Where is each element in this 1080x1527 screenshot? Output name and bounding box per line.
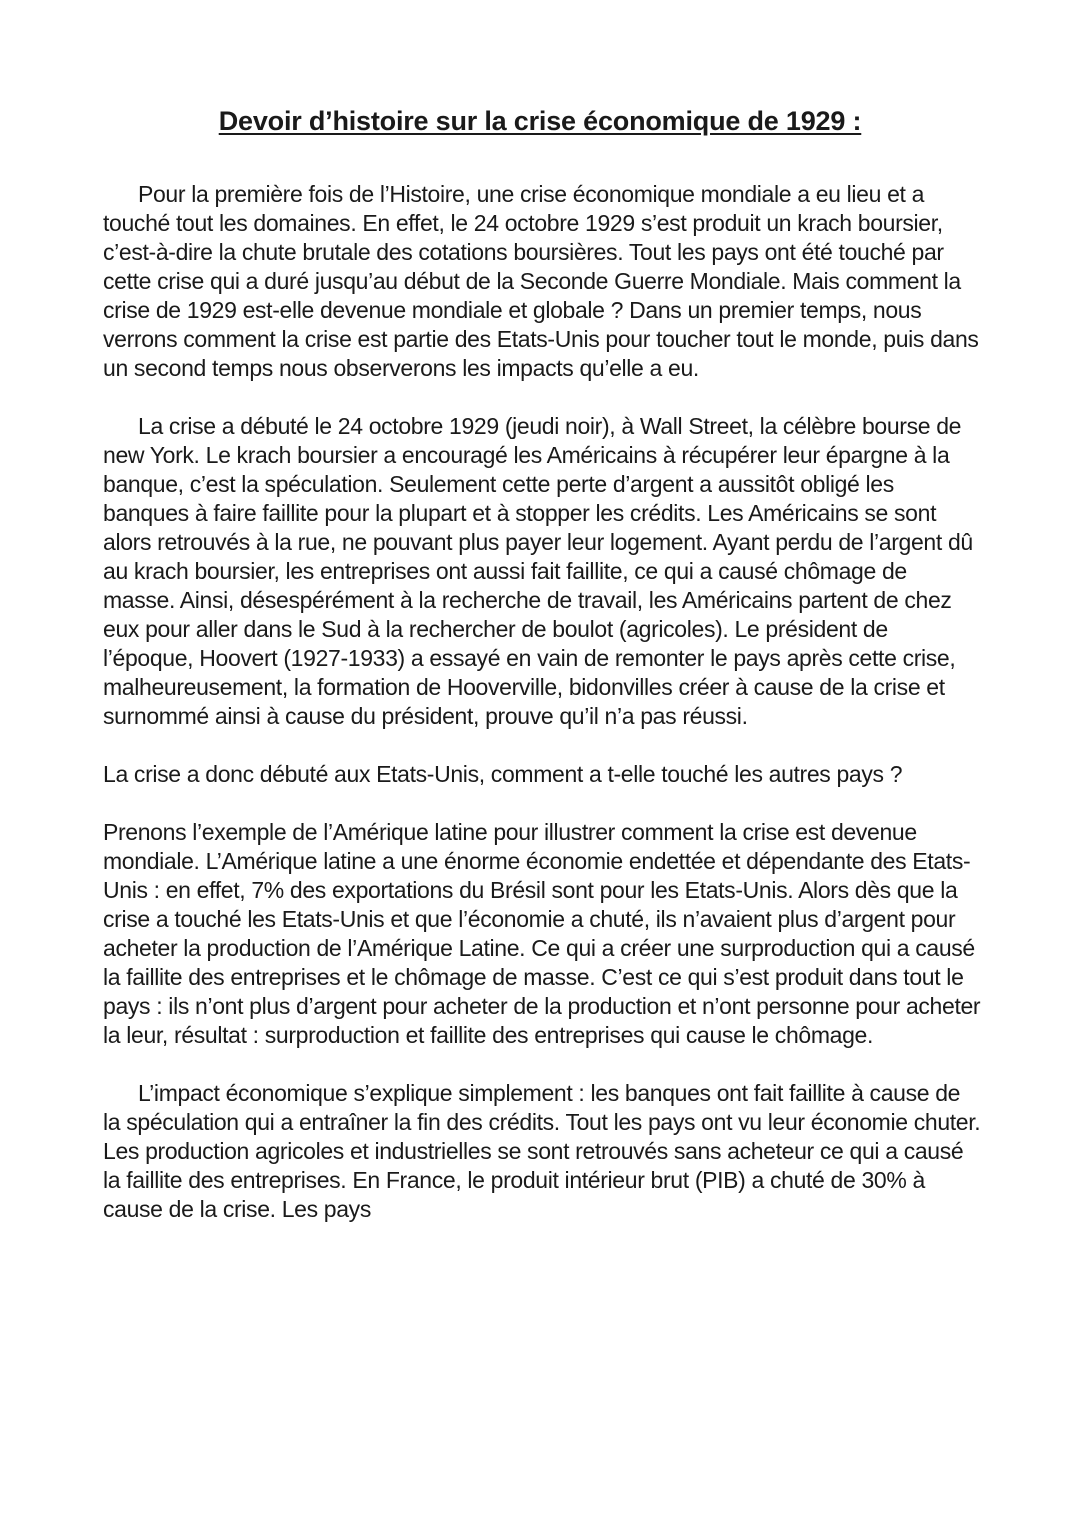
paragraph-latin-america: Prenons l’exemple de l’Amérique latine pour illustrer comment la crise est devenue mondiale. L’Amérique latine a une énorme économie endettée et dépendante des Etats-Unis : en effet, 7% des exportations du Brésil sont pour les Etats-Unis. Alors dès que la crise a touché les Etats-Unis et que l’économie a chuté, ils n’avaient plus d’argent pour acheter la production de l’Amérique Latine. Ce qui a créer une surproduction qui a causé la faillite des entreprises et le chômage de masse. C’est ce qui s’est produit dans tout le pays : ils n’ont plus d’argent pour acheter de la production et n’ont personne pour acheter la leur, résultat : surproduction et faillite des entreprises qui cause le chômage. bbox=[103, 819, 981, 1048]
paragraph-transition: La crise a donc débuté aux Etats-Unis, comment a t-elle touché les autres pays ? bbox=[103, 761, 903, 787]
paragraph-crisis-start: La crise a débuté le 24 octobre 1929 (jeudi noir), à Wall Street, la célèbre bourse de new York. Le krach boursier a encouragé les Américains à récupérer leur épargne à la banque, c’est la spéculation. Seulement cette perte d’argent a aussitôt obligé les banques à faire faillite pour la plupart et à stopper les crédits. Les Américains se sont alors retrouvés à la rue, ne pouvant plus payer leur logement. Ayant perdu de l’argent dû au krach boursier, les entreprises ont aussi fait faillite, ce qui a causé chômage de masse. Ainsi, désespérément à la recherche de travail, les Américains partent de chez eux pour aller dans le Sud à la rechercher de boulot (agricoles). Le président de l’époque, Hoovert (1927-1933) a essayé en vain de remonter le pays après cette crise, malheureusement, la formation de Hooverville, bidonvilles créer à cause de la crise et surnommé ainsi à cause du président, prouve qu’il n’a pas réussi. bbox=[103, 413, 973, 729]
document-title: Devoir d’histoire sur la crise économique de 1929 : bbox=[218, 106, 862, 136]
document-body bbox=[103, 180, 983, 1253]
paragraph-introduction: Pour la première fois de l’Histoire, une crise économique mondiale a eu lieu et a touché tout les domaines. En effet, le 24 octobre 1929 s’est produit un krach boursier, c’est-à-dire la chute brutale des cotations boursières. Tout les pays ont été touché par cette crise qui a duré jusqu’au début de la Seconde Guerre Mondiale. Mais comment la crise de 1929 est-elle devenue mondiale et globale ? Dans un premier temps, nous verrons comment la crise est partie des Etats-Unis pour toucher tout le monde, puis dans un second temps nous observerons les impacts qu’elle a eu. bbox=[103, 181, 979, 381]
paragraph-economic-impact: L’impact économique s’explique simplement : les banques ont fait faillite à cause de la spéculation qui a entraîner la fin des crédits. Tout les pays ont vu leur économie chuter. Les production agricoles et industrielles se sont retrouvés sans acheteur ce qui a causé la faillite des entreprises. En France, le produit intérieur brut (PIB) a chuté de 30% à cause de la crise. Les pays bbox=[103, 1080, 981, 1222]
